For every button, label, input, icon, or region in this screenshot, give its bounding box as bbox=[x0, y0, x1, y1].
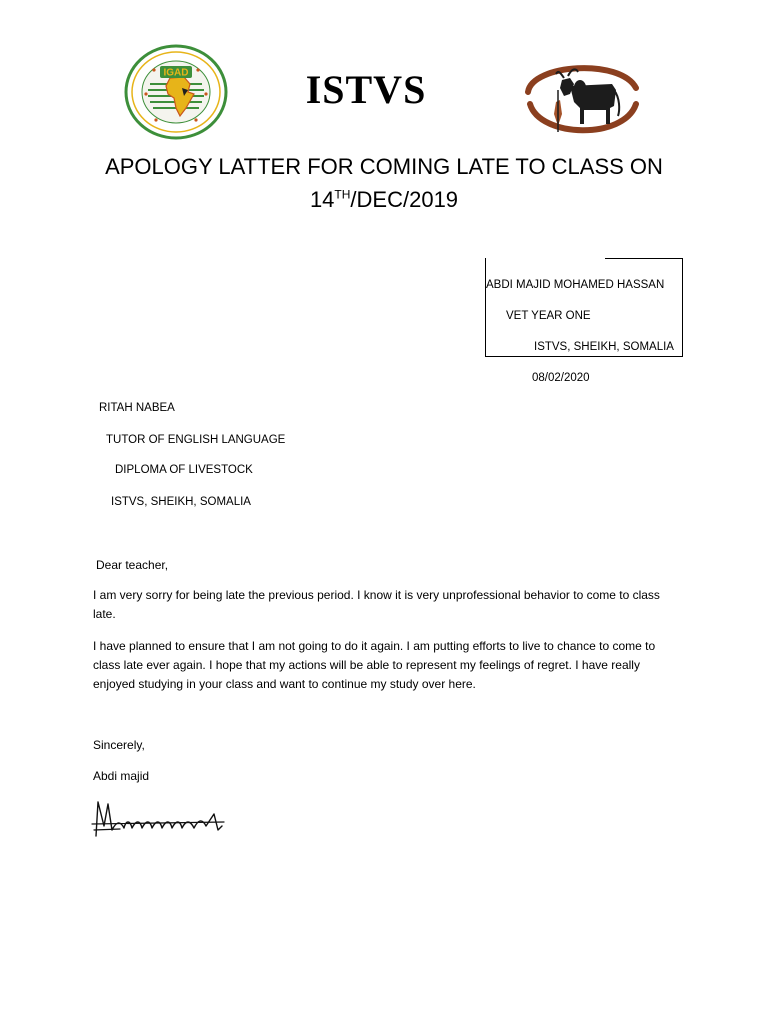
closing: Sincerely, bbox=[93, 738, 145, 752]
paragraph-1: I am very sorry for being late the previous period. I know it is very unprofessional behavior to come to class late. bbox=[93, 588, 660, 621]
salutation: Dear teacher, bbox=[96, 558, 169, 572]
title-ordinal: TH bbox=[334, 187, 351, 202]
sender-year: VET YEAR ONE bbox=[506, 310, 591, 322]
igad-seal-icon bbox=[124, 44, 228, 140]
letter-title bbox=[84, 150, 684, 216]
title-rest: /DEC/2019 bbox=[350, 187, 459, 212]
cow-emblem-icon bbox=[520, 54, 642, 140]
igad-logo bbox=[124, 44, 228, 140]
svg-text:IGAD: IGAD bbox=[163, 67, 189, 79]
signoff-name: Abdi majid bbox=[93, 769, 150, 783]
handwritten-signature-icon bbox=[90, 796, 230, 840]
sender-box-topline bbox=[605, 258, 682, 259]
sender-name: ABDI MAJID MOHAMED HASSAN bbox=[486, 279, 665, 291]
sender-address: ISTVS, SHEIKH, SOMALIA bbox=[534, 341, 674, 353]
signature bbox=[90, 796, 230, 840]
paragraph-2: I have planned to ensure that I am not going to do it again. I am putting efforts to live to chance to come to class late ever again. I hope that my actions will be able to represent my feelings of regret. I have really enjoyed studying in your class and want to continue my study over here. bbox=[93, 639, 656, 691]
title-line-2 bbox=[84, 183, 684, 216]
recipient-role: TUTOR OF ENGLISH LANGUAGE bbox=[106, 434, 286, 446]
title-day: 14 bbox=[309, 187, 335, 212]
letter-date: 08/02/2020 bbox=[532, 372, 590, 384]
istvs-heading: ISTVS bbox=[305, 67, 427, 112]
recipient-program: DIPLOMA OF LIVESTOCK bbox=[115, 464, 253, 476]
cow-logo bbox=[520, 54, 642, 140]
title-line-1: APOLOGY LATTER FOR COMING LATE TO CLASS ON bbox=[105, 154, 663, 179]
recipient-address: ISTVS, SHEIKH, SOMALIA bbox=[111, 496, 251, 508]
recipient-name: RITAH NABEA bbox=[99, 402, 175, 414]
